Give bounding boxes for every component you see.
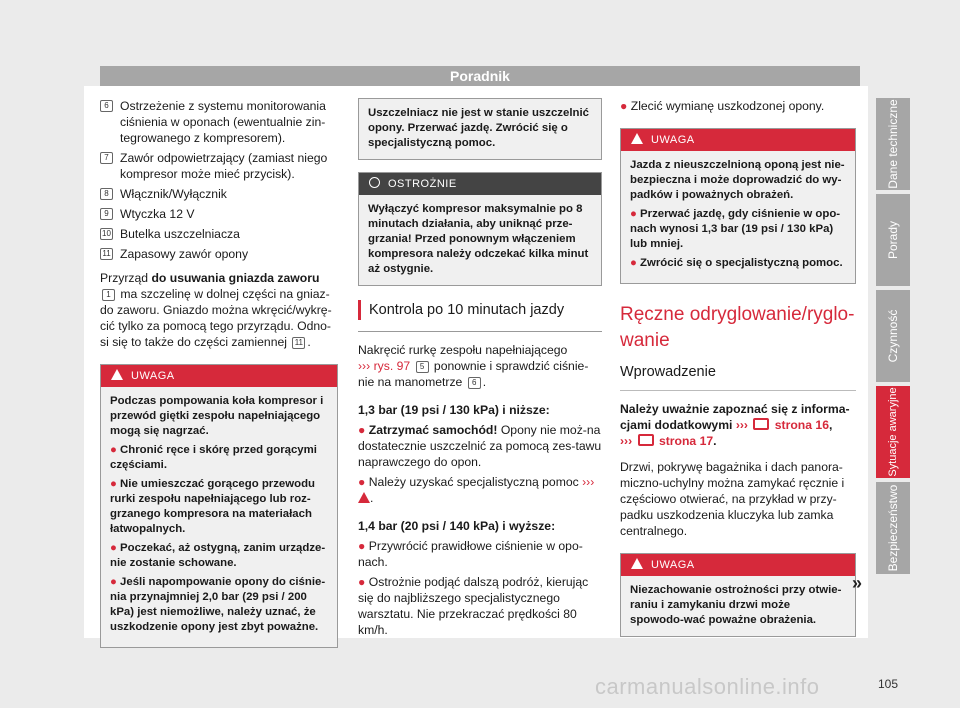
ref-arrows: ››› [620,434,633,448]
item-number: 9 [100,208,113,220]
item-number: 11 [100,248,113,260]
ref-arrows: ››› [582,475,595,489]
book-icon [753,418,769,430]
valve-tool-paragraph: Przyrząd do usuwania gniazda zaworu 1 ma szczelinę w dolnej części na gniaz-do zaworu. Gniazdo można wkręcić/wykrę-cić tylko za pomocą tego przyrządu. Odno-si się to także do części zamiennej 11 . [100,271,332,349]
warning-bullet: ● Poczekać, aż ostygną, zanim urządze-nie zostanie schowane. [110,542,326,569]
item-number: 7 [100,152,113,164]
bullet-continue: ● Ostrożnie podjąć dalszą podróż, kierując się do najbliższego specjalistycznego warsztatu. Nie przekraczać prędkości 80 km/h. [358,575,589,637]
warning-triangle-icon[interactable] [358,492,370,503]
tab-porady[interactable]: Porady [876,194,910,286]
check-paragraph: Nakręcić rurkę zespołu napełniającego ››› rys. 97 5 ponownie i sprawdzić ciśnie-nie na manometrze 6 . [358,343,589,389]
warning-body [101,387,337,647]
page-header: Poradnik [100,66,860,86]
caution-box [358,172,602,286]
item-number: 10 [100,228,113,240]
page-number: 105 [878,677,899,691]
warning-intro: Jazda z nieuszczelnioną oponą jest nie-bezpieczna i może doprowadzić do wy-padków i poważnych obrażeń. [630,159,845,201]
item-text: Wtyczka 12 V [120,207,195,221]
section-title: Kontrola po 10 minutach jazdy [358,300,602,320]
ref-arrows: ››› [358,359,371,373]
warning-triangle-icon [631,133,643,144]
warning-body [621,151,855,283]
item-number: 5 [416,361,429,373]
caution-header: OSTROŻNIE [359,173,601,195]
pressure-high-heading: 1,4 bar (20 psi / 140 kPa) i wyższe: [358,519,556,533]
continue-arrow-icon: » [852,573,863,593]
item-number: 6 [100,100,113,112]
column-1 [100,98,338,660]
column-3 [620,98,856,649]
item-text: Butelka uszczelniacza [120,227,240,241]
tab-dane-techniczne[interactable]: Dane techniczne [876,98,910,190]
page-ref-link[interactable]: strona 16 [771,418,829,432]
bullet-stop: ● Zatrzymać samochód! Opony nie moż-na dostatecznie uszczelnić za pomocą zes-tawu naprawczego do opon. [358,423,602,469]
list-item [100,98,338,146]
tab-czynnosc[interactable]: Czynność [876,290,910,382]
page-content [84,86,868,638]
item-number: 6 [468,377,481,389]
ref-arrows: ››› [735,418,748,432]
item-text: Włącznik/Wyłącznik [120,187,227,201]
warning-box [620,553,856,637]
item-text: Zapasowy zawór opony [120,247,249,261]
list-item [100,246,338,262]
section-divider [358,324,602,332]
book-icon [638,434,654,446]
warning-header: UWAGA [621,554,855,576]
figure-ref-link[interactable]: rys. 97 [370,359,411,373]
page-ref-link[interactable]: strona 17 [655,434,714,448]
item-number: 1 [102,289,115,301]
list-item [100,206,338,222]
warning-bullet: ● Jeśli napompowanie opony do ciśnie-nia przynajmniej 2,0 bar (29 psi / 200 kPa) jest niemożliwe, należy uznać, że uszkodzenie opony jest zbyt poważne. [110,576,326,633]
subsection-title: Wprowadzenie [620,362,856,391]
warning-intro: Podczas pompowania koła kompresor i przewód giętki zespołu napełniającego mogą się nagrzać. [110,395,324,437]
info-paragraph: Należy uważnie zapoznać się z informa-cjami dodatkowymi ››› strona 16, ››› strona 17. [620,402,850,448]
list-item [100,150,338,182]
warning-box [100,364,338,648]
notice-body: Uszczelniacz nie jest w stanie uszczelnić opony. Przerwać jazdę. Zwrócić się o specjalistyczną pomoc. [359,99,601,159]
chapter-title: Ręczne odryglowanie/ryglo-wanie [620,304,855,351]
item-text: Zawór odpowietrzający (zamiast niego kompresor może mieć przycisk). [120,151,328,181]
list-item [100,186,338,202]
item-number: 11 [292,337,305,349]
bullet-restore: ● Przywrócić prawidłowe ciśnienie w opo-nach. [358,539,583,569]
warning-bullet: ● Zwrócić się o specjalistyczną pomoc. [630,257,843,269]
watermark: carmanualsonline.info [595,674,820,699]
list-item [100,226,338,242]
bullet-replace: ● Zlecić wymianę uszkodzonej opony. [620,99,825,113]
warning-header: UWAGA [101,365,337,387]
doors-paragraph: Drzwi, pokrywę bagażnika i dach panora-miczno-uchylny można zamykać ręcznie i częściowo otwierać, na przykład w przy-padku uszkodzenia kluczyka lub zamka centralnego. [620,460,845,538]
tab-bezpieczenstwo[interactable]: Bezpieczeństwo [876,482,910,574]
warning-bullet: ● Chronić ręce i skórę przed gorącymi częściami. [110,444,317,471]
warning-body: Niezachowanie ostrożności przy otwie-raniu i zamykaniu drzwi może spowodo-wać poważne obrażenia. [621,576,855,636]
column-2 [358,98,602,642]
warning-box [620,128,856,284]
item-number: 8 [100,188,113,200]
chapter-tabs [876,98,910,578]
bullet-help: ● Należy uzyskać specjalistyczną pomoc ››› . [358,475,595,505]
notice-box [358,98,602,160]
warning-bullet: ● Przerwać jazdę, gdy ciśnienie w opo-nach wynosi 1,3 bar (19 psi / 130 kPa) lub mniej. [630,208,841,250]
warning-bullet: ● Nie umieszczać gorącego przewodu rurki zespołu napełniającego lub roz-grzanego kompresora na materiałach łatwopalnych. [110,478,316,535]
caution-body: Wyłączyć kompresor maksymalnie po 8 minutach działania, aby uniknąć prze-grzania! Przed ponownym włączeniem kompresora należy odczekać kilka minut aż ostygnie. [359,195,601,285]
pressure-low-heading: 1,3 bar (19 psi / 130 kPa) i niższe: [358,403,550,417]
warning-header: UWAGA [621,129,855,151]
warning-triangle-icon [111,369,123,380]
item-text: Ostrzeżenie z systemu monitorowania ciśnienia w oponach (ewentualnie zin-tegrowanego z kompresorem). [120,99,326,145]
caution-circle-icon [369,177,380,188]
tab-sytuacje-awaryjne[interactable]: Sytuacje awaryjne [876,386,910,478]
warning-triangle-icon [631,558,643,569]
